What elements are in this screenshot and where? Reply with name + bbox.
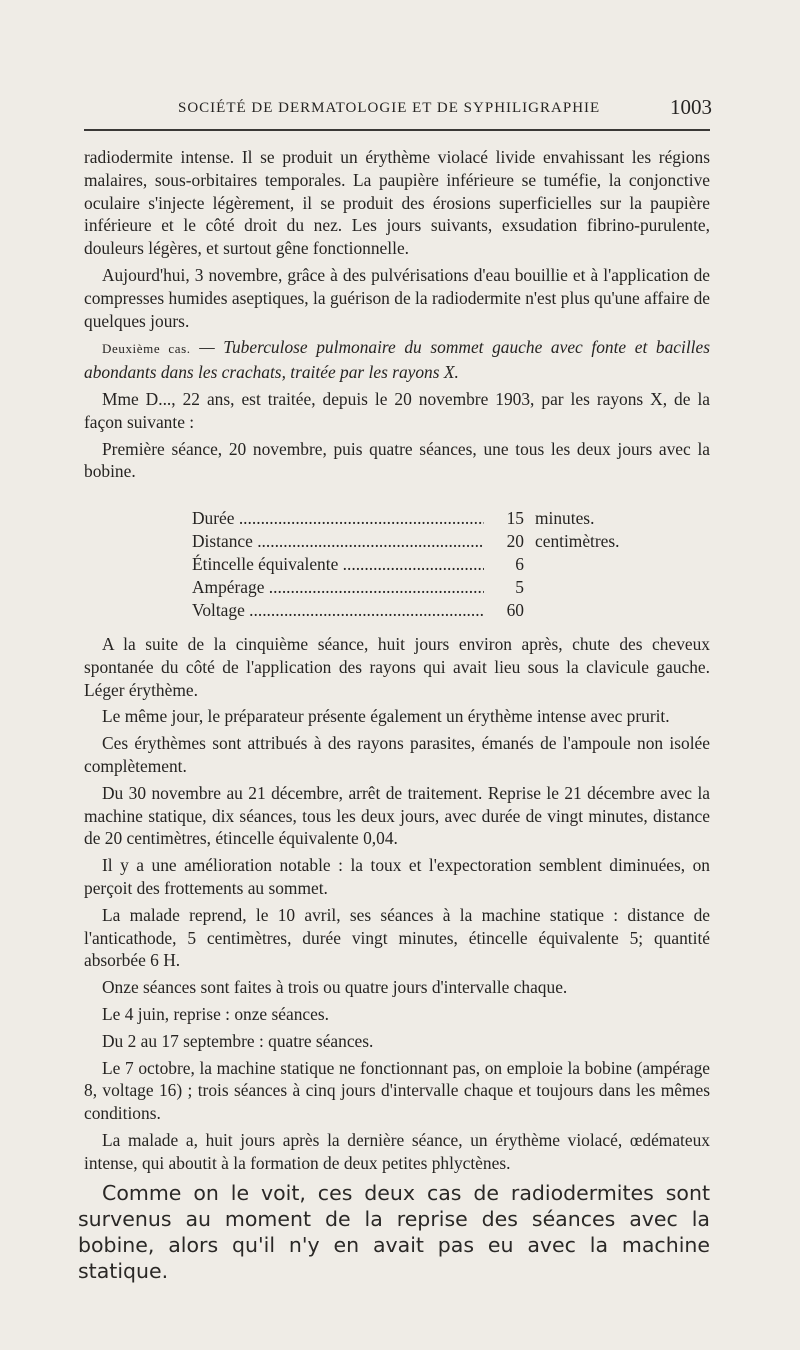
paragraph: Onze séances sont faites à trois ou quatre jours d'intervalle chaque. <box>102 977 568 998</box>
paragraph: Le 7 octobre, la machine statique ne fonctionnant pas, on emploie la bobine (ampérage 8, voltage 16) ; trois séances à cinq jours d'intervalle chaque et toujours dans les mêmes conditions. <box>84 1057 710 1124</box>
setting-label: Étincelle équivalente ..... <box>192 554 484 575</box>
setting-value: 20 <box>506 531 524 551</box>
setting-unit: minutes. <box>535 508 595 528</box>
running-title: SOCIÉTÉ DE DERMATOLOGIE ET DE SYPHILIGRAPHIE <box>178 100 601 116</box>
setting-label: Voltage ..... <box>192 600 484 621</box>
setting-value: 6 <box>515 554 524 574</box>
paragraph: A la suite de la cinquième séance, huit jours environ après, chute des cheveux spontanée du côté de l'application des rayons qui avait lieu sous la clavicule gauche. Léger érythème. <box>84 634 710 700</box>
paragraph: Du 2 au 17 septembre : quatre séances. <box>102 1030 374 1051</box>
setting-value: 15 <box>506 508 524 528</box>
settings-row <box>192 531 652 554</box>
paragraph: Mme D..., 22 ans, est traitée, depuis le 20 novembre 1903, par les rayons X, de la façon suivante : <box>84 388 710 432</box>
paragraph: Le 4 juin, reprise : onze séances. <box>102 1003 329 1024</box>
setting-value: 5 <box>515 577 524 597</box>
text-block-lower <box>84 633 710 1175</box>
settings-table <box>192 508 652 623</box>
page-number: 1003 <box>670 95 712 119</box>
settings-row <box>192 600 652 623</box>
settings-row <box>192 554 652 577</box>
case-title: — Tuberculose pulmonaire du sommet gauche avec fonte et bacilles abondants dans les crachats, traitée par les rayons X. <box>84 337 710 383</box>
paragraph: radiodermite intense. Il se produit un érythème violacé livide envahissant les régions malaires, sous-orbitaires temporales. La paupière inférieure se tuméfie, la conjonctive oculaire s'injecte légèrement, il se produit des érosions superficielles sur la paupière inférieure et le côté droit du nez. Les jours suivants, exsudation fibrino-purulente, douleurs légères, et surtout gêne fonctionnelle. <box>84 147 710 259</box>
running-header <box>84 95 712 123</box>
paragraph: Le même jour, le préparateur présente également un érythème intense avec prurit. <box>102 706 670 727</box>
paragraph: Aujourd'hui, 3 novembre, grâce à des pulvérisations d'eau bouillie et à l'application de compresses humides aseptiques, la guérison de la radiodermite n'est plus qu'une affaire de quelques jours. <box>84 264 710 331</box>
case-label: Deuxième cas. <box>102 341 191 357</box>
paragraph: Première séance, 20 novembre, puis quatre séances, une tous les deux jours avec la bobine. <box>84 438 710 482</box>
header-rule <box>84 129 710 131</box>
setting-unit: centimètres. <box>535 531 620 551</box>
conclusion-block <box>78 1180 710 1284</box>
paragraph: Ces érythèmes sont attribués à des rayons parasites, émanés de l'ampoule non isolée complètement. <box>84 733 710 776</box>
setting-value: 60 <box>506 600 524 620</box>
paragraph: Du 30 novembre au 21 décembre, arrêt de traitement. Reprise le 21 décembre avec la machine statique, dix séances, tous les deux jours, avec durée de vingt minutes, distance de 20 centimètres, étincelle équivalente 0,04. <box>84 782 710 849</box>
case-heading <box>84 336 710 384</box>
settings-row <box>192 577 652 600</box>
setting-label: Durée ..... <box>192 508 484 529</box>
conclusion: Comme on le voit, ces deux cas de radiodermites sont survenus au moment de la reprise des séances avec la bobine, alors qu'il n'y en avait pas eu avec la machine statique. <box>78 1181 710 1283</box>
paragraph: Il y a une amélioration notable : la toux et l'expectoration semblent diminuées, on perçoit des frottements au sommet. <box>84 855 710 898</box>
text-block-upper <box>84 146 710 483</box>
settings-row <box>192 508 652 531</box>
setting-label: Distance ..... <box>192 531 484 552</box>
paragraph: La malade reprend, le 10 avril, ses séances à la machine statique : distance de l'anticathode, 5 centimètres, durée vingt minutes, étincelle équivalente 5; quantité absorbée 6 H. <box>84 904 710 971</box>
setting-label: Ampérage ..... <box>192 577 484 598</box>
paragraph: La malade a, huit jours après la dernière séance, un érythème violacé, œdémateux intense, qui aboutit à la formation de deux petites phlyctènes. <box>84 1129 710 1173</box>
